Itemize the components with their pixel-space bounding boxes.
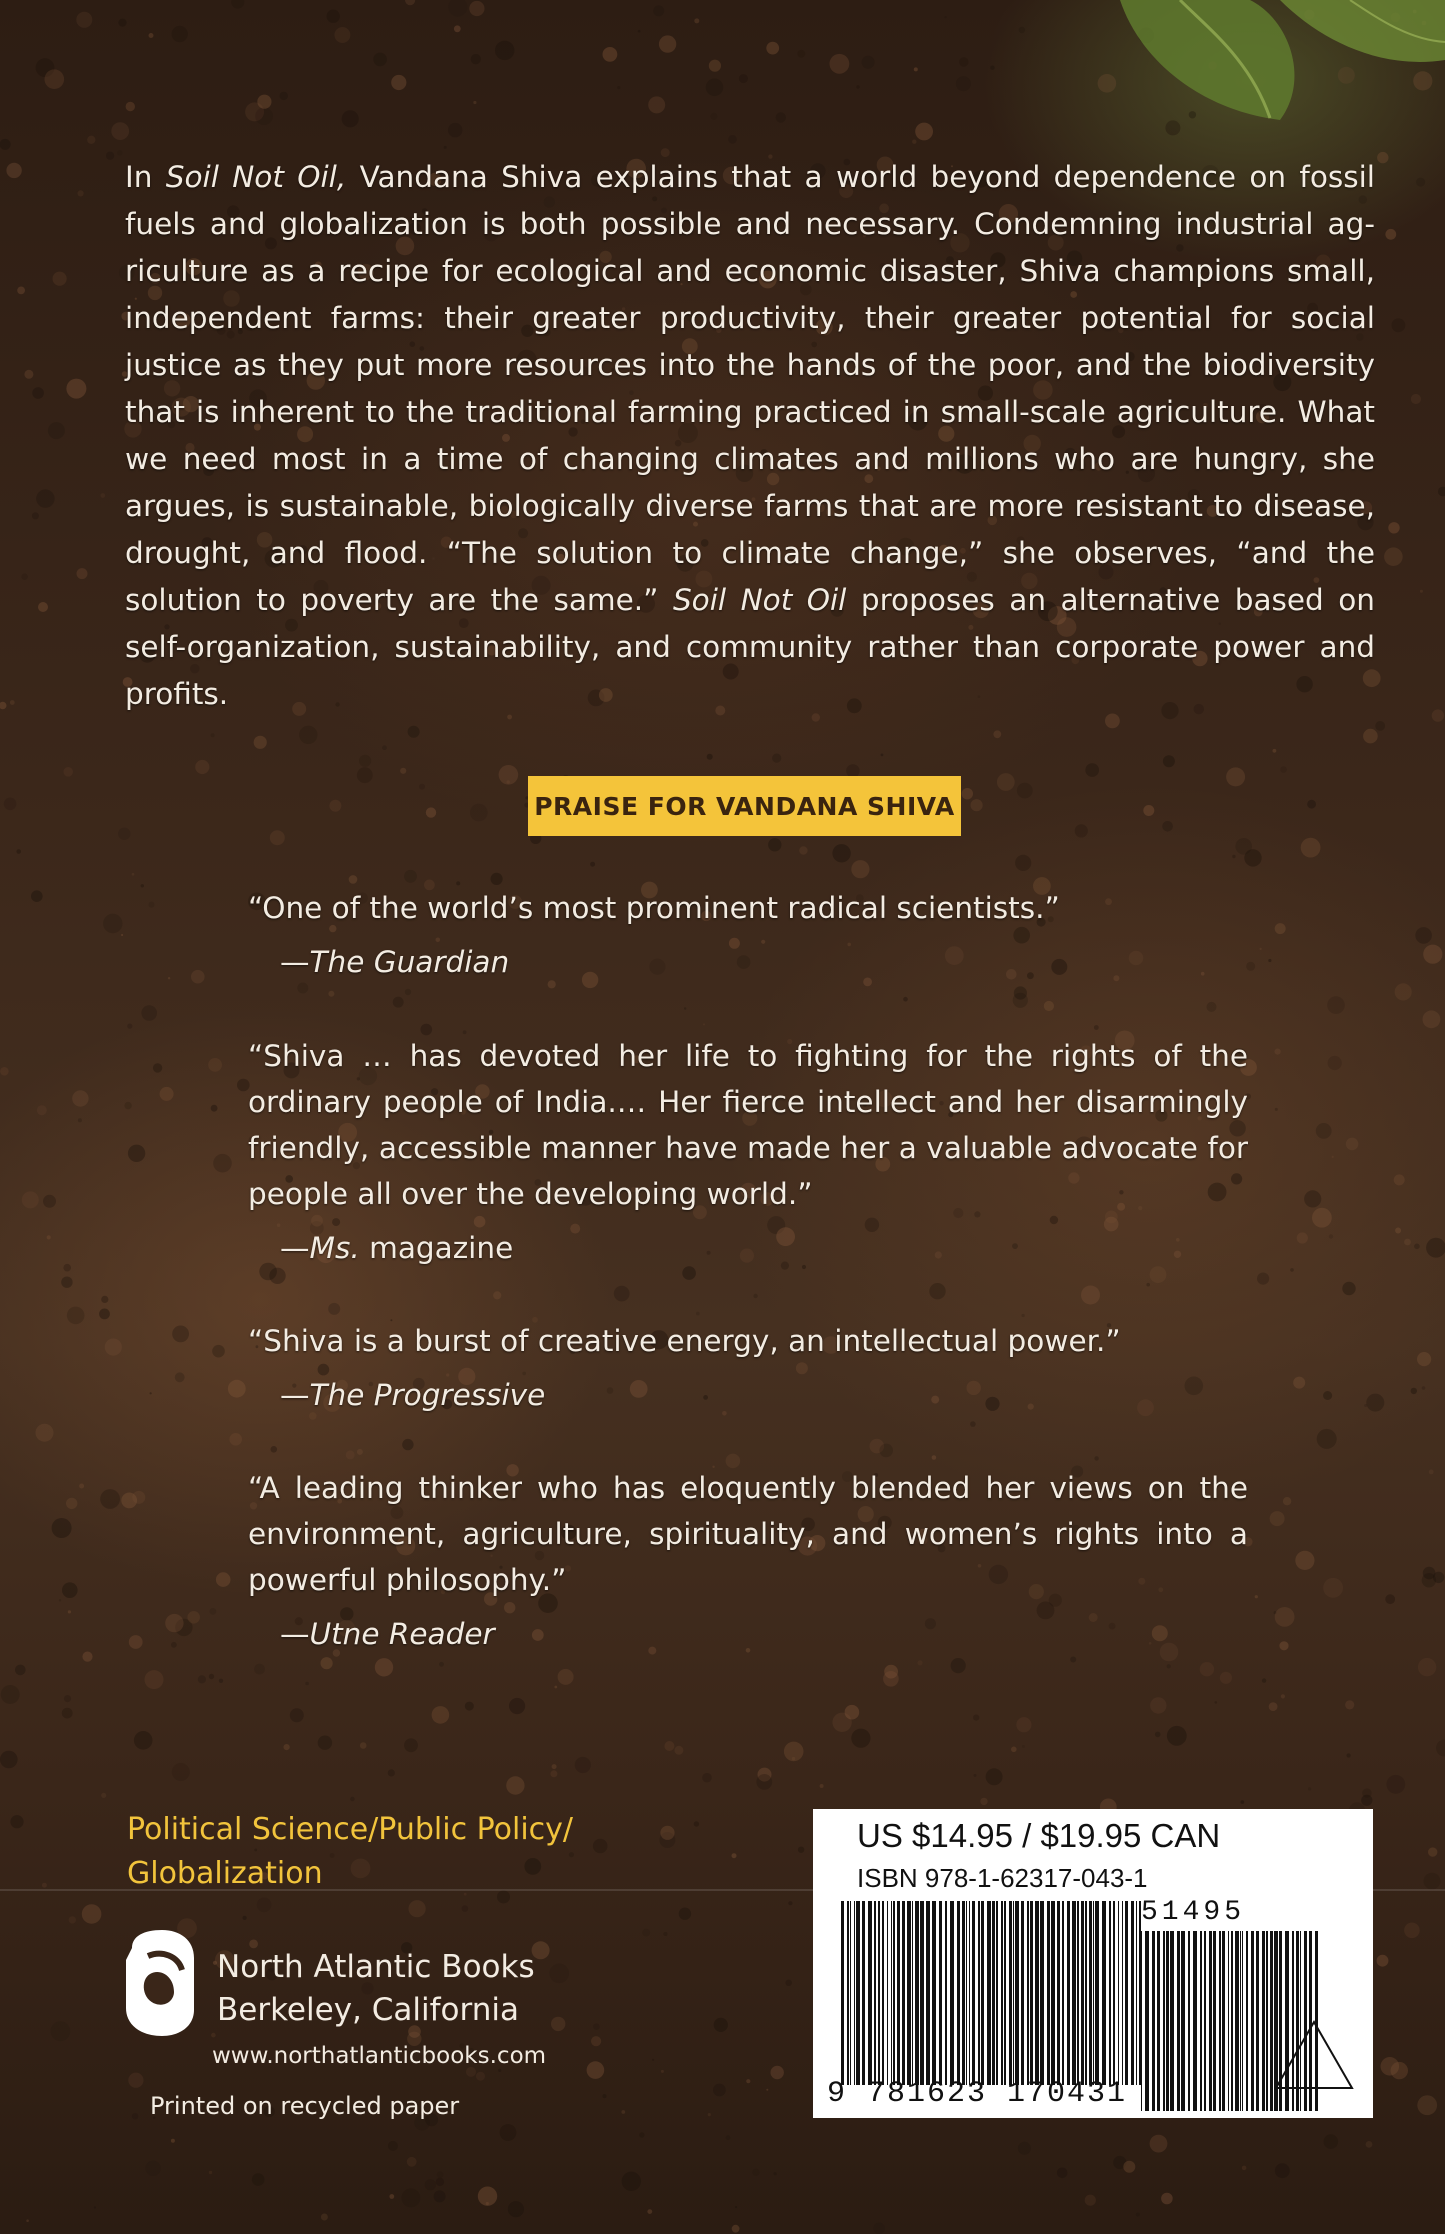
source-name: The Progressive [309,1378,546,1412]
quote-item [248,1318,1248,1418]
publisher-info [217,1946,535,2032]
praise-heading: PRAISE FOR VANDANA SHIVA [528,776,961,836]
blurb-part: In [125,160,166,194]
quote-text: “One of the world’s most prominent radical scientists.” [248,891,1060,925]
plant-leaves-image [1080,0,1445,130]
book-title: Soil Not Oil [672,583,847,617]
blurb-part: Vandana Shiva explains that a world beyond dependence on fossil fuels and globalization is both possible and necessary. Condemning industrial agriculture as a recipe for ecological and economic disaster, Shiva champions small, independent farms: their greater productivity, their greater potential for social justice as they put more resources into the hands of the poor, and the biodiversity that is inherent to the traditional farming practiced in small-scale agriculture. What we need most in a time of changing climates and millions who are hungry, she argues, is sustainable, biologically diverse farms that are more resistant to disease, drought, and flood. “The solution to climate change,” she observes, “and the solution to poverty are the same.” [125,160,1375,617]
quote-text: “A leading thinker who has eloquently blended her views on the environment, agriculture, spirituality, and women’s rights into a powerful philosophy.” [248,1471,1248,1597]
quote-item [248,1033,1248,1271]
price-label: US $14.95 / $19.95 CAN [857,1817,1221,1854]
isbn-label: ISBN 978-1-62317-043-1 [857,1863,1148,1893]
book-description [125,154,1375,718]
quote-dash: — [280,1378,310,1412]
quote-dash: — [280,1231,310,1265]
publisher-name: North Atlantic Books [217,1949,535,1985]
quote-source [280,1225,1248,1271]
quote-source [280,1372,1248,1418]
quote-source [280,1611,1248,1657]
barcode-panel [813,1809,1373,2118]
quote-item [248,1465,1248,1657]
addon-digits: 51495 [1141,1897,1246,1928]
book-title: Soil Not Oil, [165,160,347,194]
triangle-icon [1273,2019,1355,2091]
quote-source [280,939,1248,985]
publisher-city: Berkeley, California [217,1992,519,2028]
category-line: Political Science/Public Policy/ [127,1812,574,1847]
blurb-part: proposes an alternative based on self-organization, sustainability, and community rather than corporate power and profits. [125,583,1375,711]
source-rest: magazine [359,1231,514,1265]
publisher-website[interactable]: www.northatlanticbooks.com [212,2043,547,2069]
source-name: Ms. [309,1231,360,1265]
quote-text: “Shiva is a burst of creative energy, an intellectual power.” [248,1324,1121,1358]
barcode-digits: 9 781623 170431 [827,2077,1128,2111]
source-name: Utne Reader [309,1617,495,1651]
quote-dash: — [280,945,310,979]
quote-dash: — [280,1617,310,1651]
publisher-logo-icon [122,1930,197,2036]
recycled-note: Printed on recycled paper [150,2092,460,2120]
quote-item [248,885,1248,985]
category-line: Globalization [127,1856,323,1891]
quote-text: “Shiva … has devoted her life to fighting for the rights of the ordinary people of India.… Her fierce intellect and her disarmingly friendly, accessible manner have made her a valuable advocate for people all over the developing world.” [248,1039,1248,1211]
book-category [127,1808,727,1896]
source-name: The Guardian [309,945,510,979]
